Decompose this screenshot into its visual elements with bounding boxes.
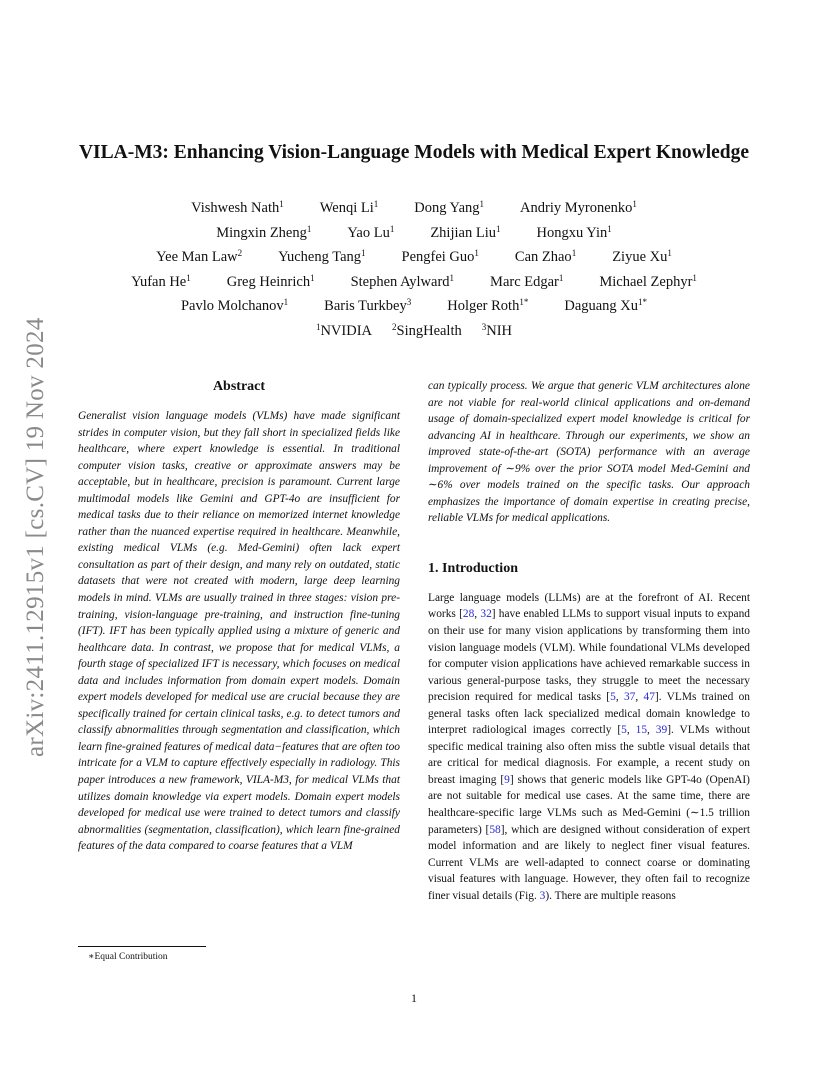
author: Mingxin Zheng$^1$ (216, 223, 312, 241)
author: Marc Edgar$^1$ (490, 272, 564, 290)
author: Dong Yang$^1$ (414, 199, 485, 216)
citation-link[interactable]: 9 (504, 773, 510, 786)
author-row (60, 194, 768, 219)
author: Pavlo Molchanov$^1$ (180, 297, 289, 314)
citation-link[interactable]: 58 (489, 823, 501, 836)
abstract-heading: Abstract (212, 379, 266, 394)
affiliation: $^1$NVIDIA (315, 321, 372, 339)
author-row (60, 219, 768, 244)
author: Stephen Aylward$^1$ (350, 272, 455, 290)
citation-link[interactable]: 32 (480, 608, 492, 621)
citation-link[interactable]: 37 (623, 691, 636, 704)
affiliation: $^3$NIH (481, 321, 513, 339)
footnote-rule (78, 946, 206, 947)
author: Andriy Myronenko$^1$ (520, 199, 637, 216)
citation-link[interactable]: 47 (643, 691, 655, 704)
right-column (428, 378, 750, 904)
figure-link[interactable]: 3 (539, 889, 546, 902)
introduction-text: Large language models (LLMs) are at the forefront of AI. Recent works [28, 32] have enabled LLMs to support visual inputs to expand on their use for many vision applications by transforming them into vision language models (VLM). While foundational VLMs developed for computer vision applications have achieved remarkable success in various general-purpose tasks, they struggle to meet the necessary precision required for medical tasks [5, 37, 47]. VLMs trained on general tasks often lack specialized medical domain knowledge to interpret radiological images correctly [5, 15, 39]. VLMs without specific medical training also often miss the subtle visual details that are critical for medical diagnosis. For example, a recent study on breast imaging [9] shows that generic models like GPT-4o (OpenAI) are not suitable for medical use cases. At the same time, there are healthcare-specific large VLMs such as Med-Gemini (∼1.5 trillion parameters) [58], which are designed without consideration of expert model information and are likely to neglect finer visual features. Current VLMs are well-adapted to connect coarse or dominating visual features with language. However, they often fail to recognize finer visual details (Fig. 3). There are multiple reasons (428, 591, 750, 902)
author: Can Zhao$^1$ (514, 248, 577, 265)
abstract-continued: can typically process. We argue that generic VLM architectures alone are not viable for real-world clinical applications and on-demand usage of domain-specialized expert model knowledge is critical for advancing AI in healthcare. Through our experiments, we show an improved state-of-the-art (SOTA) performance with an average improvement of ∼9% over the prior SOTA model Med-Gemini and ∼6% over models trained on the specific tasks. Our approach emphasizes the importance of domain expertise in creating precise, reliable VLMs for medical applications. (428, 380, 750, 525)
citation-link[interactable]: 5 (621, 724, 627, 737)
author: Yucheng Tang$^1$ (278, 248, 366, 265)
author: Greg Heinrich$^1$ (226, 272, 315, 290)
author: Baris Turkbey$^3$ (324, 297, 412, 314)
author: Yee Man Law$^2$ (156, 248, 243, 265)
author-row (60, 292, 768, 317)
arxiv-identifier: arXiv:2411.12915v1 [cs.CV] 19 Nov 2024 (22, 317, 49, 757)
left-column (78, 378, 400, 855)
author: Yufan He$^1$ (131, 272, 191, 290)
introduction-heading: 1. Introduction (428, 560, 518, 576)
affiliations (60, 317, 768, 341)
author: Ziyue Xu$^1$ (612, 248, 672, 265)
author: Hongxu Yin$^1$ (536, 223, 612, 241)
author: Pengfei Guo$^1$ (401, 248, 479, 265)
affiliation: $^2$SingHealth (392, 321, 462, 339)
page-number: 1 (411, 991, 417, 1005)
author: Zhijian Liu$^1$ (430, 223, 501, 241)
author: Wenqi Li$^1$ (319, 199, 379, 216)
author: Holger Roth$^{1*}$ (447, 297, 529, 314)
abstract-text: Generalist vision language models (VLMs) have made significant strides in computer vision, but they fall short in specialized fields like healthcare, where expert knowledge is essential. In traditional computer vision tasks, creative or approximate answers may be acceptable, but in healthcare, precision is paramount. Current large multimodal models like Gemini and GPT-4o are insufficient for medical tasks due to their reliance on memorized internet knowledge rather than the nuanced expertise required in healthcare. Meanwhile, existing medical VLMs (e.g. Med-Gemini) often lack expert consultation as part of their design, and many rely on outdated, static datasets that were not created with modern, large deep learning models in mind. VLMs are usually trained in three stages: vision pre-training, vision-language pre-training, and instruction fine-tuning (IFT). IFT has been typically applied using a mixture of generic and healthcare data. In contrast, we propose that for medical VLMs, a fourth stage of specialized IFT is necessary, which focuses on medical data and includes information from domain expert models. Domain expert models developed for medical use are crucial because they are specifically trained for certain clinical tasks, e.g. to detect tumors and classify abnormalities through segmentation and classification, which learn fine-grained features of medical data−features that are often too intricate for a VLM to capture effectively especially in radiology. This paper introduces a new framework, VILA-M3, for medical VLMs that utilizes domain knowledge via expert models. Domain expert models developed for medical use were trained to detect tumors and classify abnormalities (segmentation, classification), which learn fine-grained features of the data compared to coarse features that a VLM (78, 410, 400, 853)
author-row (60, 268, 768, 293)
author: Vishwesh Nath$^1$ (191, 199, 284, 216)
footnote: ∗Equal Contribution (88, 952, 168, 962)
citation-link[interactable]: 28 (462, 608, 475, 621)
paper-title: VILA-M3: Enhancing Vision-Language Models with Medical Expert Knowledge (78, 142, 750, 163)
author-block (60, 194, 768, 341)
author: Yao Lu$^1$ (347, 223, 395, 241)
author-row (60, 243, 768, 268)
citation-link[interactable]: 39 (655, 724, 668, 737)
citation-link[interactable]: 15 (635, 724, 648, 737)
citation-link[interactable]: 5 (610, 691, 616, 704)
author: Daguang $Xu^{1*}$ (564, 297, 648, 314)
author: Michael Zephyr$^1$ (599, 272, 697, 290)
